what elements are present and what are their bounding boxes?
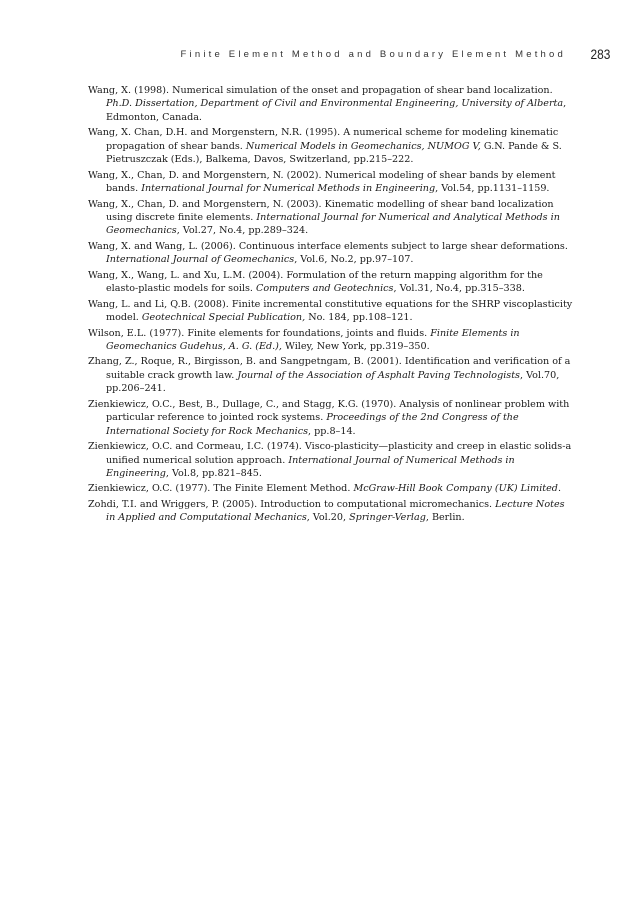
reference-details: , Vol.8, pp.821–845. xyxy=(165,467,262,479)
reference-entry xyxy=(88,498,574,525)
running-header xyxy=(0,47,621,67)
reference-entry xyxy=(88,269,574,296)
reference-source: Computers and Geotechnics xyxy=(256,283,394,295)
reference-details: , Vol.27, No.4, pp.289–324. xyxy=(176,225,309,237)
reference-details: , Vol.54, pp.1131–1159. xyxy=(435,183,550,195)
reference-source: Proceedings of the 2nd Congress of the International Society for Rock Mechanics xyxy=(106,412,519,437)
reference-source: McGraw-Hill Book Company (UK) Limited xyxy=(353,483,558,495)
reference-details: G.N. Pande & S. Pietruszczak (Eds.), Balkema, Davos, Switzerland, pp.215–222. xyxy=(106,140,562,166)
reference-text: Wang, X., Chan, D. and Morgenstern, N. (2003). Kinematic modelling of shear band localization using discrete finite elements. xyxy=(88,198,554,223)
reference-details: . xyxy=(557,483,561,495)
reference-details: , Vol.31, No.4, pp.315–338. xyxy=(393,283,525,295)
reference-text: Wang, X. and Wang, L. (2006). Continuous interface elements subject to large shear deformations. xyxy=(88,240,568,252)
reference-text: Zienkiewicz, O.C. (1977). The Finite Element Method. xyxy=(88,483,354,495)
reference-source: Numerical Models in Geomechanics, NUMOG V, xyxy=(245,140,481,152)
reference-text: Wang, L. and Li, Q.B. (2008). Finite incremental constitutive equations for the SHRP viscoplasticity model. xyxy=(88,298,573,324)
running-title: Finite Element Method and Boundary Element Method xyxy=(180,49,566,60)
reference-text: Wilson, E.L. (1977). Finite elements for foundations, joints and fluids. xyxy=(88,327,431,339)
reference-list xyxy=(88,84,574,527)
reference-source: Geotechnical Special Publication, xyxy=(141,312,306,324)
reference-source: International Journal of Geomechanics xyxy=(106,254,295,266)
reference-entry xyxy=(88,198,574,238)
reference-details: , Edmonton, Canada. xyxy=(106,98,567,123)
reference-entry xyxy=(88,398,574,438)
reference-text: Zienkiewicz, O.C., Best, B., Dullage, C., and Stagg, K.G. (1970). Analysis of nonlinear problem with particular reference to jointed rock systems. xyxy=(88,398,570,424)
reference-entry xyxy=(88,440,574,480)
reference-details: , Vol.70, pp.206–241. xyxy=(106,369,560,395)
reference-details: No. 184, pp.108–121. xyxy=(305,312,413,324)
reference-entry xyxy=(88,482,574,495)
reference-details: , Vol.6, No.2, pp.97–107. xyxy=(294,254,414,266)
reference-entry xyxy=(88,84,574,124)
reference-publisher: Springer-Verlag xyxy=(349,512,426,524)
reference-text: Zohdi, T.I. and Wriggers, P. (2005). Introduction to computational micromechanics. xyxy=(88,498,496,510)
reference-source: Lecture Notes in Applied and Computational Mechanics xyxy=(106,498,565,524)
reference-location: , Berlin. xyxy=(425,512,465,524)
reference-entry xyxy=(88,126,574,166)
reference-entry xyxy=(88,327,574,354)
reference-entry xyxy=(88,355,574,395)
reference-entry xyxy=(88,298,574,325)
reference-source: Journal of the Association of Asphalt Paving Technologists xyxy=(237,369,520,381)
reference-text: Zienkiewicz, O.C. and Cormeau, I.C. (1974). Visco-plasticity—plasticity and creep in elastic solids-a unified numerical solution approach. xyxy=(88,441,572,466)
reference-details: , Vol.20, xyxy=(306,512,350,524)
reference-text: Wang, X. (1998). Numerical simulation of the onset and propagation of shear band localization. xyxy=(88,85,553,96)
reference-details: Wiley, New York, pp.319–350. xyxy=(281,340,430,352)
reference-text: Wang, X. Chan, D.H. and Morgenstern, N.R. (1995). A numerical scheme for modeling kinematic propagation of shear bands. xyxy=(88,127,559,152)
reference-entry xyxy=(88,169,574,196)
page-number: 283 xyxy=(590,46,610,62)
reference-source: Ph.D. Dissertation, Department of Civil and Environmental Engineering, University of Alberta xyxy=(106,98,564,110)
reference-details: , pp.8–14. xyxy=(308,425,356,437)
reference-source: International Journal for Numerical and Analytical Methods in Geomechanics xyxy=(106,211,560,237)
reference-text: Wang, X., Chan, D. and Morgenstern, N. (2002). Numerical modeling of shear bands by element bands. xyxy=(88,169,556,195)
reference-source: Finite Elements in Geomechanics Gudehus, A. G. (Ed.), xyxy=(106,327,520,352)
reference-source: International Journal of Numerical Methods in Engineering xyxy=(106,454,515,479)
reference-entry xyxy=(88,240,574,267)
reference-source: International Journal for Numerical Methods in Engineering xyxy=(141,183,436,195)
reference-text: Wang, X., Wang, L. and Xu, L.M. (2004). Formulation of the return mapping algorithm for the elasto-plastic models for soils. xyxy=(88,269,543,295)
reference-text: Zhang, Z., Roque, R., Birgisson, B. and Sangpetngam, B. (2001). Identification and verification of a suitable crack growth law. xyxy=(88,356,571,381)
